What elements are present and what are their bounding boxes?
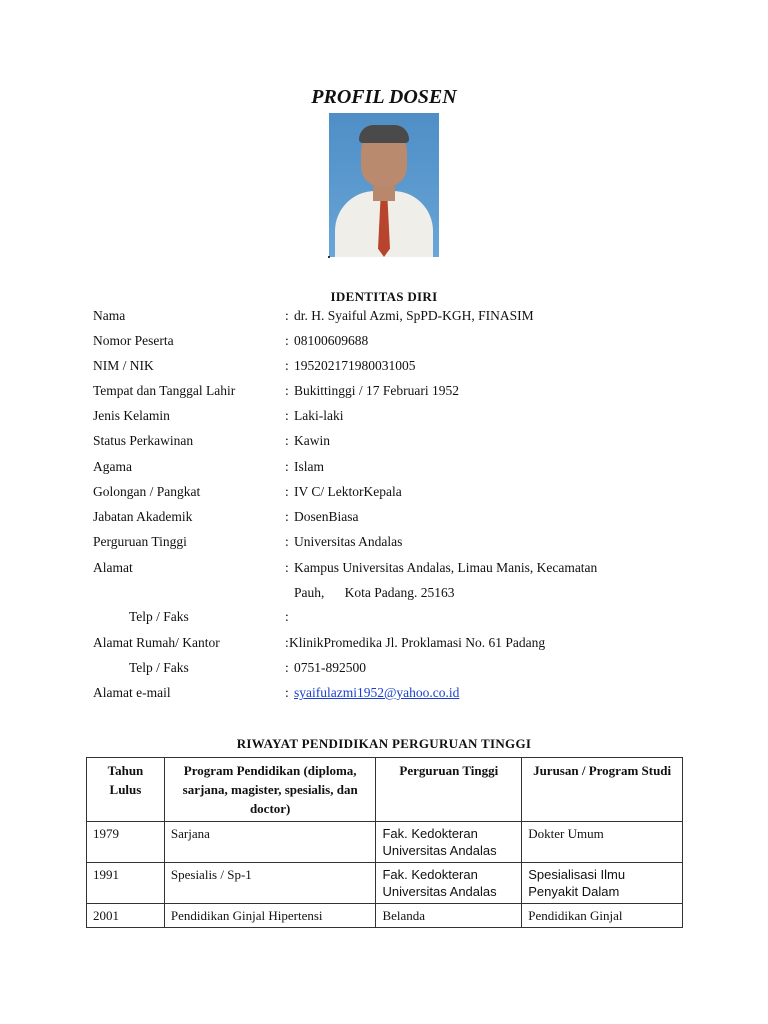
row-label: Nomor Peserta — [93, 333, 174, 348]
row-label: Status Perkawinan — [93, 433, 194, 448]
cell-program: Spesialis / Sp-1 — [164, 863, 376, 904]
header-tahun-lulus: Tahun Lulus — [87, 758, 165, 822]
header-program-pendidikan: Program Pendidikan (diploma, sarjana, magister, spesialis, dan doctor) — [164, 758, 376, 822]
identity-row-agama: Agama : Islam — [93, 457, 693, 477]
cell-major: Spesialisasi Ilmu Penyakit Dalam — [522, 863, 683, 904]
table-row — [87, 904, 683, 928]
cell-program: Pendidikan Ginjal Hipertensi — [164, 904, 376, 928]
identity-row-alamat-rumah: Alamat Rumah/ Kantor : KlinikPromedika Jl. Proklamasi No. 61 Padang — [93, 633, 693, 653]
row-value: Bukittinggi / 17 Februari 1952 — [294, 383, 459, 398]
identity-row-telp-2: Telp / Faks : 0751-892500 — [93, 658, 693, 678]
education-table — [86, 757, 683, 928]
identity-row-alamat-cont — [93, 583, 693, 603]
row-value: Islam — [294, 459, 324, 474]
row-label: Nama — [93, 308, 126, 323]
identity-row-status: Status Perkawinan : Kawin — [93, 431, 693, 451]
row-label: Tempat dan Tanggal Lahir — [93, 383, 236, 398]
row-label: Alamat Rumah/ Kantor — [93, 635, 220, 650]
identity-heading: IDENTITAS DIRI — [330, 289, 438, 304]
row-label: Perguruan Tinggi — [93, 534, 187, 549]
table-row — [87, 863, 683, 904]
photo-mark — [328, 256, 330, 258]
row-value: 195202171980031005 — [294, 358, 416, 373]
identity-row-alamat: Alamat : Kampus Universitas Andalas, Limau Manis, Kecamatan — [93, 558, 693, 578]
row-value: DosenBiasa — [294, 509, 359, 524]
cell-major: Dokter Umum — [522, 822, 683, 863]
identity-row-jabatan: Jabatan Akademik : DosenBiasa — [93, 507, 693, 527]
header-jurusan: Jurusan / Program Studi — [522, 758, 683, 822]
row-label: Telp / Faks — [129, 609, 189, 624]
identity-row-email: Alamat e-mail : syaifulazmi1952@yahoo.co.id — [93, 683, 693, 703]
identity-row-perguruan-tinggi: Perguruan Tinggi : Universitas Andalas — [93, 532, 693, 552]
cell-institution: Fak. Kedokteran Universitas Andalas — [376, 822, 522, 863]
identity-row-nama: Nama : dr. H. Syaiful Azmi, SpPD-KGH, FINASIM — [93, 306, 693, 326]
row-label: Jenis Kelamin — [93, 408, 170, 423]
row-label: Telp / Faks — [129, 660, 189, 675]
row-value: 0751-892500 — [294, 660, 366, 675]
cell-major: Pendidikan Ginjal — [522, 904, 683, 928]
row-label: Jabatan Akademik — [93, 509, 193, 524]
row-value: Kampus Universitas Andalas, Limau Manis, Kecamatan — [294, 560, 598, 575]
row-value: 08100609688 — [294, 333, 369, 348]
identity-row-golongan: Golongan / Pangkat : IV C/ LektorKepala — [93, 482, 693, 502]
row-label: Alamat — [93, 560, 133, 575]
page-title: PROFIL DOSEN — [311, 86, 457, 108]
identity-row-jenis-kelamin: Jenis Kelamin : Laki-laki — [93, 406, 693, 426]
row-label: Agama — [93, 459, 132, 474]
row-value: Pauh, Kota Padang. 25163 — [294, 585, 455, 600]
cell-institution: Fak. Kedokteran Universitas Andalas — [376, 863, 522, 904]
identity-row-telp-1: Telp / Faks : — [93, 607, 693, 627]
identity-row-nomor-peserta: Nomor Peserta : 08100609688 — [93, 331, 693, 351]
row-value: Laki-laki — [294, 408, 344, 423]
email-link[interactable]: syaifulazmi1952@yahoo.co.id — [294, 685, 460, 700]
cell-year: 2001 — [87, 904, 165, 928]
cell-program: Sarjana — [164, 822, 376, 863]
table-header-row — [87, 758, 683, 822]
row-value: dr. H. Syaiful Azmi, SpPD-KGH, FINASIM — [294, 308, 534, 323]
education-heading: RIWAYAT PENDIDIKAN PERGURUAN TINGGI — [236, 736, 532, 751]
row-value: KlinikPromedika Jl. Proklamasi No. 61 Padang — [289, 635, 546, 650]
profile-photo — [329, 113, 439, 257]
row-value: IV C/ LektorKepala — [294, 484, 402, 499]
identity-row-ttl: Tempat dan Tanggal Lahir : Bukittinggi / 17 Februari 1952 — [93, 381, 693, 401]
header-perguruan-tinggi: Perguruan Tinggi — [376, 758, 522, 822]
row-label: Golongan / Pangkat — [93, 484, 201, 499]
table-row — [87, 822, 683, 863]
row-label: Alamat e-mail — [93, 685, 171, 700]
row-value: Universitas Andalas — [294, 534, 403, 549]
row-label: NIM / NIK — [93, 358, 154, 373]
cell-institution: Belanda — [376, 904, 522, 928]
cell-year: 1991 — [87, 863, 165, 904]
identity-row-nim-nik: NIM / NIK : 195202171980031005 — [93, 356, 693, 376]
cell-year: 1979 — [87, 822, 165, 863]
row-value: Kawin — [294, 433, 330, 448]
